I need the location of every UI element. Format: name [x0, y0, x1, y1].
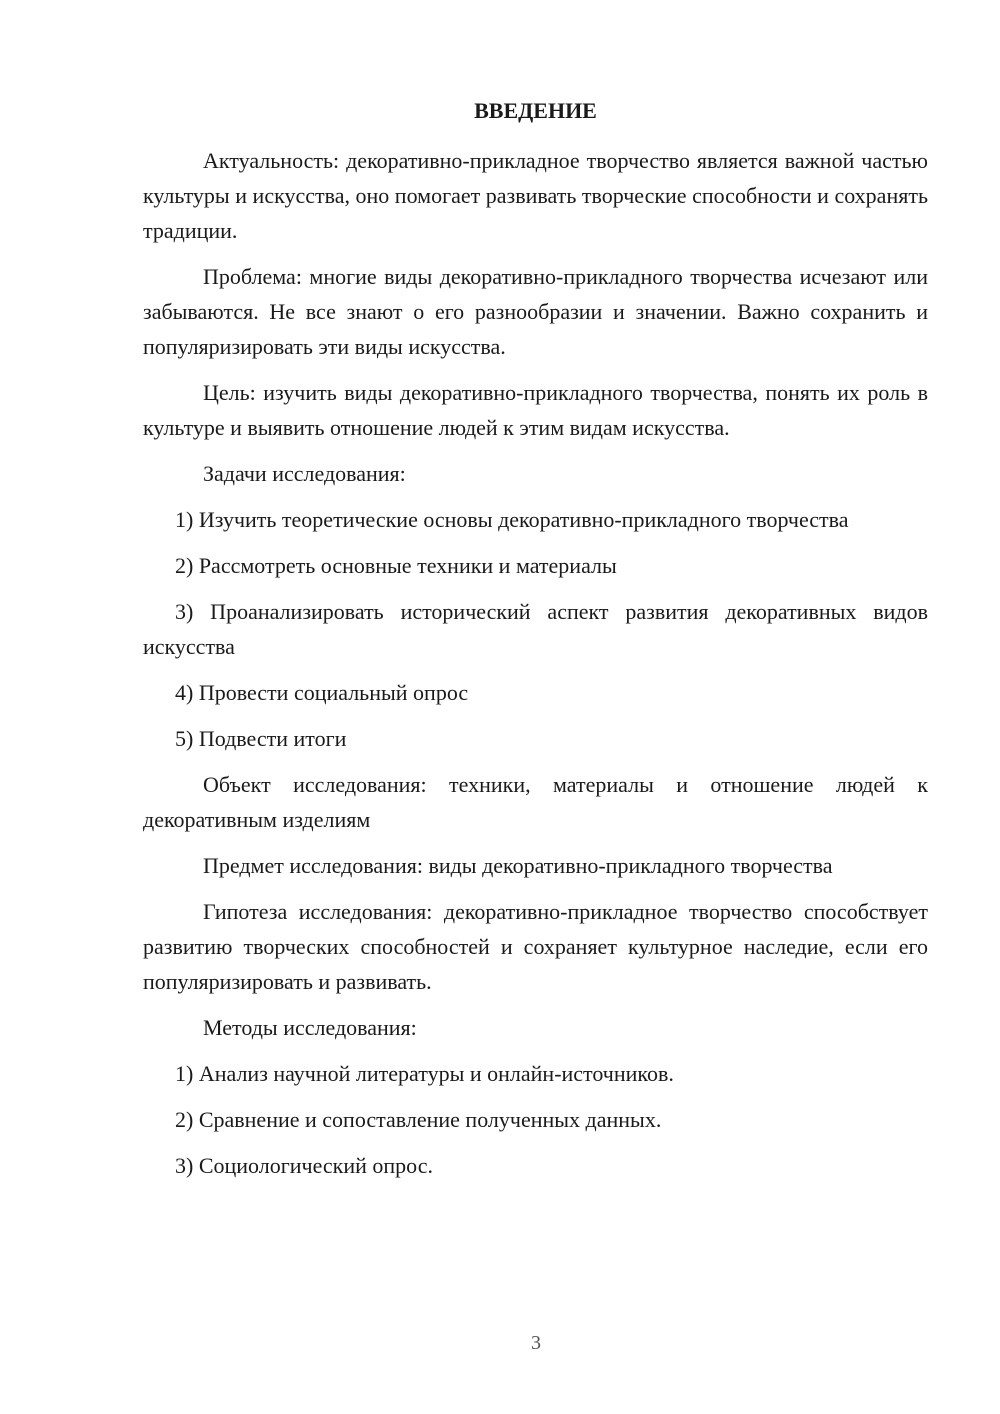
- page-number: 3: [531, 1332, 541, 1354]
- section-title: ВВЕДЕНИЕ: [474, 98, 597, 123]
- goal-paragraph: Цель: изучить виды декоративно-прикладного творчества, понять их роль в культуре и выявить отношение людей к этим видам искусства.: [143, 380, 928, 440]
- task-item-5: 5) Подвести итоги: [175, 726, 347, 751]
- method-item-1: 1) Анализ научной литературы и онлайн-источников.: [175, 1061, 674, 1086]
- methods-heading: Методы исследования:: [203, 1015, 417, 1040]
- task-item-2: 2) Рассмотреть основные техники и материалы: [175, 553, 617, 578]
- task-item-1: 1) Изучить теоретические основы декоративно-прикладного творчества: [175, 507, 849, 532]
- tasks-heading: Задачи исследования:: [203, 461, 406, 486]
- hypothesis-paragraph: Гипотеза исследования: декоративно-прикладное творчество способствует развитию творческих способностей и сохраняет культурное наследие, если его популяризировать и развивать.: [143, 899, 928, 994]
- task-item-4: 4) Провести социальный опрос: [175, 680, 469, 705]
- subject-paragraph: Предмет исследования: виды декоративно-прикладного творчества: [203, 853, 833, 878]
- document-page: [143, 96, 928, 1194]
- relevance-paragraph: Актуальность: декоративно-прикладное творчество является важной частью культуры и искусства, оно помогает развивать творческие способности и сохранять традиции.: [143, 148, 928, 243]
- method-item-3: 3) Социологический опрос.: [175, 1153, 433, 1178]
- method-item-2: 2) Сравнение и сопоставление полученных данных.: [175, 1107, 662, 1132]
- task-item-3: 3) Проанализировать исторический аспект развития декоративных видов искусства: [143, 599, 928, 659]
- problem-paragraph: Проблема: многие виды декоративно-прикладного творчества исчезают или забываются. Не все знают о его разнообразии и значении. Важно сохранить и популяризировать эти виды искусства.: [143, 264, 928, 359]
- object-paragraph: Объект исследования: техники, материалы и отношение людей к декоративным изделиям: [143, 772, 928, 832]
